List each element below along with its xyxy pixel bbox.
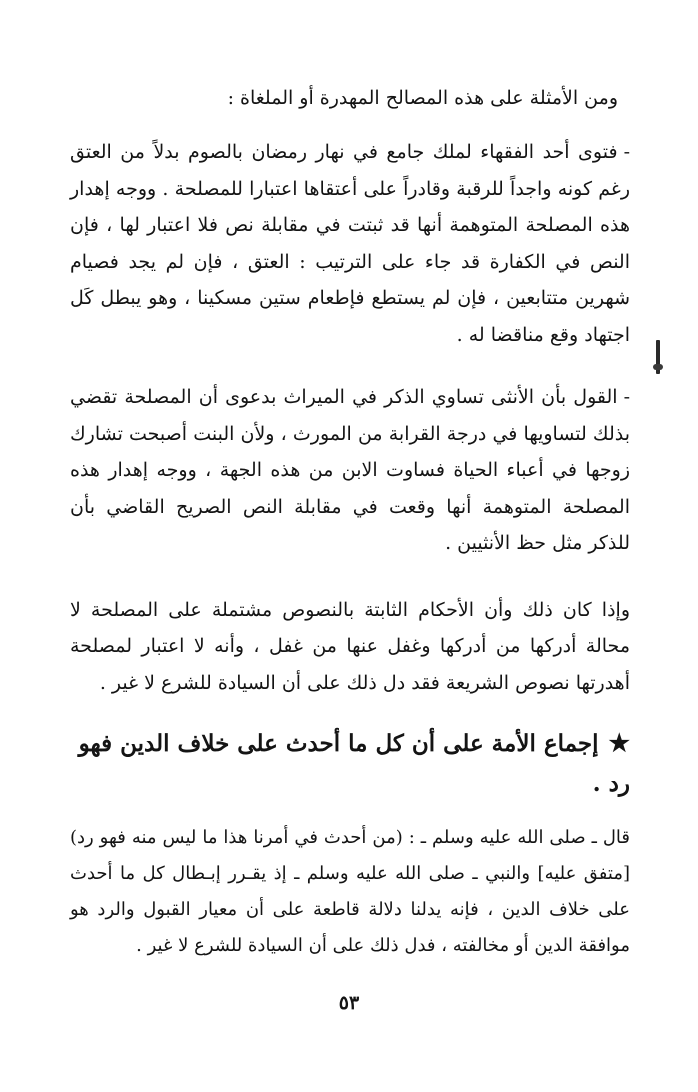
list-item xyxy=(70,379,630,562)
list-item xyxy=(70,134,630,353)
page-number: ٥٣ xyxy=(338,992,360,1014)
hadith-paragraph: قال ـ صلى الله عليه وسلم ـ : (من أحدث في أمرنا هذا ما ليس منه فهو رد) [متفق عليه] والنبي ـ صلى الله عليه وسلم ـ إذ يقـرر إبـطال كل ما أحدث على خلاف الدين ، فإنه يدلنا دلالة قاطعة على أن معيار القبول والرد هو موافقة الدين أو مخالفته ، فدل ذلك على أن السيادة للشرع لا غير . xyxy=(70,827,631,956)
margin-mark-icon xyxy=(656,340,660,374)
body-paragraph: وإذا كان ذلك وأن الأحكام الثابتة بالنصوص مشتملة على المصلحة لا محالة أدركها من أدركها وغفل عنها من غفل ، وأنه لا اعتبار لمصلحة أهدرتها نصوص الشريعة فقد دل ذلك على أن السيادة للشرع لا غير . xyxy=(70,598,630,694)
bullet-marker: - xyxy=(623,386,630,408)
bullet-text: القول بأن الأنثى تساوي الذكر في الميراث بدعوى أن المصلحة تقضي بذلك لتساويها في درجة القرابة من المورث ، ولأن البنت أصبحت تشارك زوجها في أعباء الحياة فساوت الابن من هذه الجهة ، ووجه إهدار هذه المصلحة المتوهمة أنها وقعت في مقابلة النص الصريح القاضي بأن للذكر مثل حظ الأنثيين . xyxy=(70,386,631,554)
intro-line: ومن الأمثلة على هذه المصالح المهدرة أو الملغاة : xyxy=(227,87,618,109)
page-body xyxy=(70,80,630,964)
bullet-text: فتوى أحد الفقهاء لملك جامع في نهار رمضان بالصوم بدلاً من العتق رغم كونه واجداً للرقبة وقادراً على أعتقاها اعتبارا للمصلحة . ووجه إهدار هذه المصلحة المتوهمة أنها قد ثبتت في مقابلة نص فلا اعتبار لها ، فإن النص في الكفارة قد جاء على الترتيب : العتق ، فإن لم يجد فصيام شهرين متتابعين ، فإن لم يستطع فإطعام ستين مسكينا ، وهو يبطل كَل اجتهاد وقع مناقضا له . xyxy=(70,141,630,346)
bullet-marker: - xyxy=(623,141,630,163)
star-icon: ★ xyxy=(608,728,630,757)
section-heading-text: إجماع الأمة على أن كل ما أحدث على خلاف الدين فهو رد . xyxy=(78,730,630,797)
section-heading xyxy=(70,723,630,804)
